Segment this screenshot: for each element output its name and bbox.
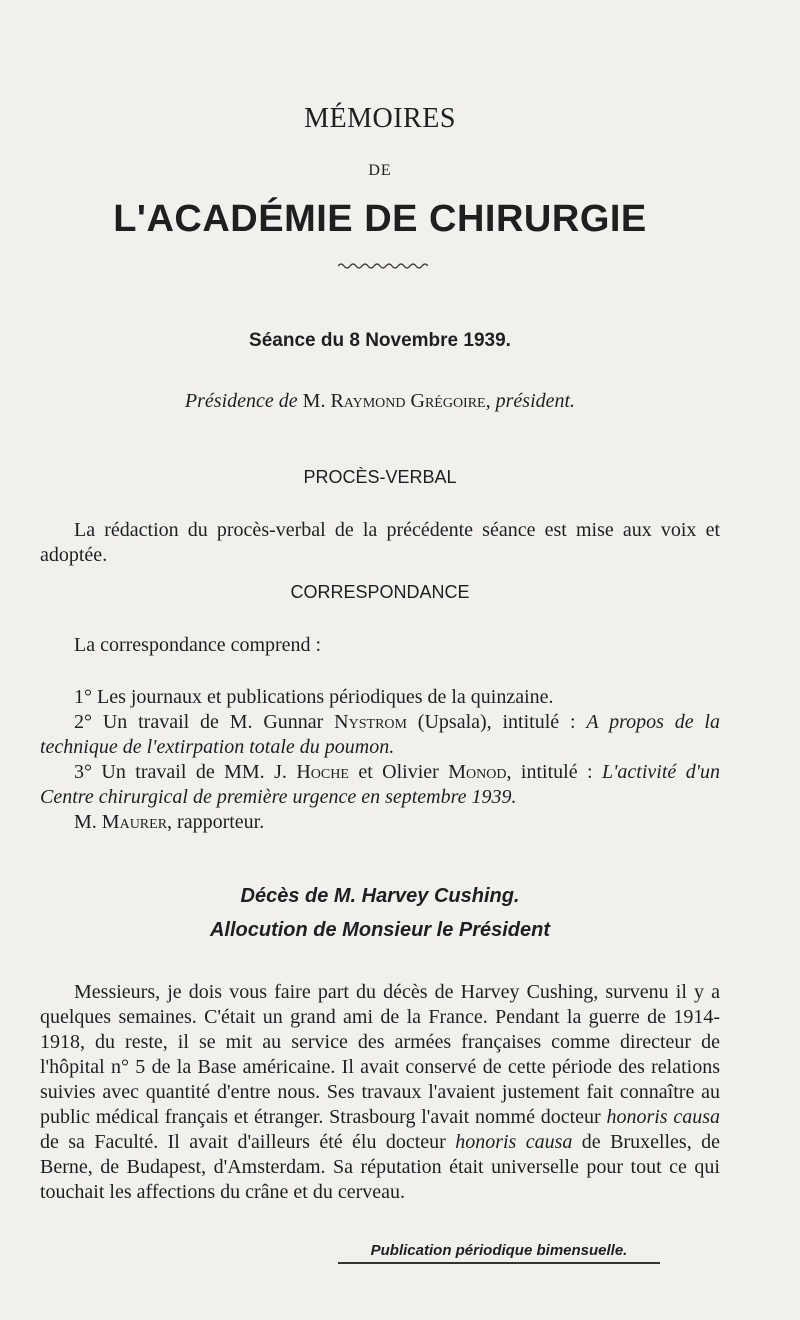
correspondance-item-2 xyxy=(40,710,720,760)
footer-publication-note: Publication périodique bimensuelle. xyxy=(338,1242,660,1264)
presidency-prefix: Présidence de xyxy=(184,390,298,412)
proces-verbal-text: La rédaction du procès-verbal de la précédente séance est mise aux voix et adoptée. xyxy=(40,519,720,566)
journal-title-academie: L'ACADÉMIE DE CHIRURGIE xyxy=(113,198,647,240)
item3-text-a: 3° Un travail de MM. J. xyxy=(74,761,297,783)
item2-title: A propos de la technique de l'extirpation totale du poumon. xyxy=(40,711,720,758)
heading-correspondance: CORRESPONDANCE xyxy=(290,582,470,602)
item3-text-b: et Olivier xyxy=(348,761,449,783)
correspondance-item-3 xyxy=(40,760,720,810)
item3-text-c: , intitulé : xyxy=(506,761,603,783)
item2-author: Nystrom xyxy=(334,711,407,733)
item2-text-b: (Upsala), intitulé : xyxy=(406,711,587,733)
section-subtitle-allocution: Allocution de Monsieur le Président xyxy=(209,919,551,941)
item2-text-a: 2° Un travail de M. Gunnar xyxy=(74,711,335,733)
journal-title-de: DE xyxy=(368,162,392,179)
allocution-text-2: de sa Faculté. Il avait d'ailleurs été élu docteur xyxy=(40,1131,456,1153)
correspondance-item-1: 1° Les journaux et publications périodiques de la quinzaine. xyxy=(74,686,554,708)
presidency-line: Présidence de M. Raymond Grégoire, président. xyxy=(184,390,576,412)
allocution-paragraph xyxy=(40,980,720,1205)
item3-author2: Monod xyxy=(448,761,507,783)
president-name: Raymond Grégoire xyxy=(330,390,486,412)
presidency-suffix: président. xyxy=(495,390,576,412)
heading-proces-verbal: PROCÈS-VERBAL xyxy=(303,467,457,487)
session-date: Séance du 8 Novembre 1939. xyxy=(249,330,511,351)
allocution-text-3: de Bruxelles, de Berne, de Budapest, d'Amsterdam. Sa réputation était universelle pour tout ce qui touchait les affections du crâne et du cerveau. xyxy=(40,1131,720,1203)
rapporteur-line xyxy=(40,810,720,835)
item3-title: L'activité d'un Centre chirurgical de première urgence en septembre 1939. xyxy=(40,761,720,808)
rapporteur-suffix: , rapporteur. xyxy=(167,811,265,833)
ornament-wave-divider xyxy=(338,261,428,271)
allocution-honoris-2: honoris causa xyxy=(455,1131,573,1153)
rapporteur-name: Maurer xyxy=(101,811,168,833)
rapporteur-m: M. xyxy=(74,811,102,833)
section-title-deces: Décès de M. Harvey Cushing. xyxy=(240,885,520,907)
allocution-honoris-1: honoris causa xyxy=(606,1106,720,1128)
item3-author1: Hoche xyxy=(296,761,349,783)
journal-title-memoires: MÉMOIRES xyxy=(304,103,456,134)
correspondance-intro: La correspondance comprend : xyxy=(74,634,322,656)
presidency-m: M. xyxy=(302,390,326,412)
allocution-text-1: Messieurs, je dois vous faire part du décès de Harvey Cushing, survenu il y a quelques semaines. C'était un grand ami de la France. Pendant la guerre de 1914-1918, du reste, il se mit au service des armées françaises comme directeur de l'hôpital n° 5 de la Base américaine. Il avait conservé de cette période des relations suivies avec quantité d'entre nous. Ses travaux l'avaient justement fait connaître au public médical français et étranger. Strasbourg l'avait nommé docteur xyxy=(40,981,720,1128)
